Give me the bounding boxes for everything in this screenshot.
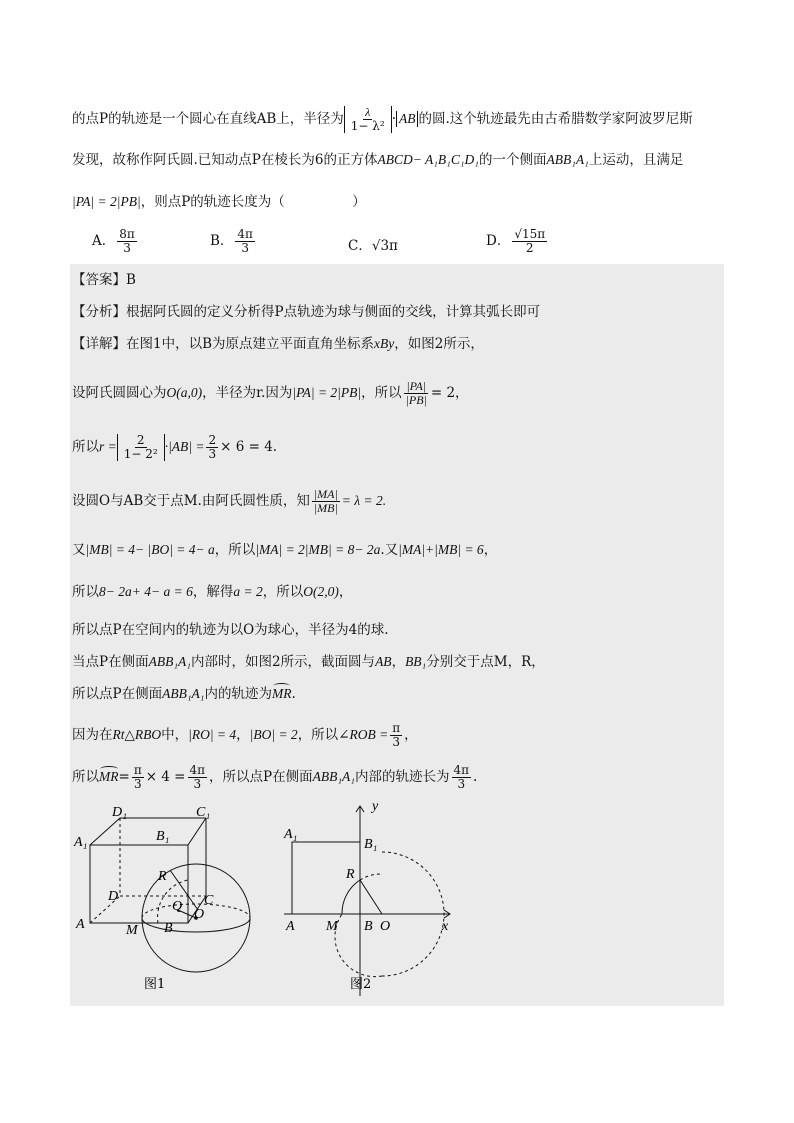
- label-a1: A₁: [284, 827, 298, 842]
- text: 所以点P在侧面: [72, 686, 163, 702]
- numerator: |MA|: [313, 487, 338, 501]
- option-b: [210, 228, 257, 255]
- text: ，半径为r.因为: [202, 385, 293, 401]
- fraction: [349, 106, 387, 133]
- fraction: [122, 434, 160, 461]
- figure-2-caption: 图2: [350, 977, 372, 992]
- label-b1: B₁: [364, 837, 378, 852]
- text: 在图1中，以B为原点建立平面直角坐标系: [126, 336, 375, 352]
- radius-abs: [344, 106, 392, 133]
- detail-line: [72, 334, 484, 354]
- text: 发现，故称作阿氏圆.已知动点P在棱长为6的正方体: [72, 152, 378, 168]
- denominator: |MB|: [313, 501, 338, 515]
- step-4: [72, 540, 497, 560]
- fraction: [188, 764, 208, 791]
- option-label: B．: [210, 233, 234, 249]
- numerator: |PA|: [406, 379, 427, 393]
- fraction: [132, 764, 144, 791]
- math: 8− 2a+ 4− a = 6: [99, 584, 193, 599]
- text: ，则点P的轨迹长度为（ ）: [140, 194, 366, 210]
- text: ，所以: [214, 542, 256, 558]
- label-o: O: [194, 907, 205, 922]
- text: 的圆.这个轨迹最先由古希腊数学家阿波罗尼斯: [418, 111, 693, 127]
- math: ABB₁A₁: [148, 654, 191, 669]
- step-3: [72, 488, 386, 515]
- step-8: [72, 684, 296, 704]
- numerator: 2: [136, 433, 145, 447]
- arc-mark: [273, 683, 291, 689]
- numerator: λ: [365, 105, 371, 119]
- numerator: 4π: [189, 763, 206, 777]
- denominator: 3: [133, 777, 142, 791]
- label-c: C: [204, 893, 214, 908]
- fraction: [404, 380, 429, 407]
- text: = 2，: [430, 385, 469, 401]
- label-b1: B₁: [156, 829, 170, 844]
- text: 所以: [72, 584, 99, 600]
- text: 所以点P在空间内的轨迹为以O为球心，半径为4的球.: [72, 622, 389, 638]
- label-d: D: [108, 889, 119, 904]
- label-m: M: [126, 923, 138, 938]
- fraction: [390, 722, 402, 749]
- text: 所以: [72, 439, 99, 455]
- denominator: 3: [241, 241, 249, 255]
- label-c1: C₁: [196, 805, 211, 820]
- arc-label: MR: [271, 686, 292, 701]
- text: 因为在: [72, 727, 113, 743]
- circle-dashed-top: [360, 874, 382, 880]
- denominator: |PB|: [405, 393, 427, 407]
- math: AB: [375, 654, 392, 669]
- option-value: √3π: [371, 238, 398, 254]
- numerator: π: [392, 721, 401, 735]
- text: ，: [338, 584, 353, 600]
- option-d: [486, 228, 549, 255]
- math: |MA| = 2|MB| = 8− 2a: [255, 542, 381, 557]
- text: ，如图2所示，: [394, 336, 484, 352]
- ab-abs: AB: [396, 111, 419, 127]
- fraction: [512, 228, 547, 255]
- label-d1: D₁: [112, 805, 127, 820]
- denominator: 1− λ²: [350, 119, 385, 133]
- text: 内部时，如图2所示，截面圆与: [190, 654, 376, 670]
- text: 内部的轨迹长为: [355, 769, 450, 785]
- numerator: 4π: [237, 227, 253, 241]
- text: 的点P的轨迹是一个圆心在直线AB上，半径为: [72, 111, 344, 127]
- numerator: 2: [208, 433, 217, 447]
- analysis-tag: 【分析】: [72, 304, 126, 320]
- text: =: [118, 769, 130, 785]
- fraction: [312, 488, 340, 515]
- text: ，解得: [192, 584, 234, 600]
- math: |BO| = 2: [249, 727, 298, 742]
- text: 上运动，且满足: [588, 152, 684, 168]
- label-b: B: [364, 919, 373, 934]
- fraction: [206, 434, 218, 461]
- math: |MB| = 4− |BO| = 4− a: [85, 542, 215, 557]
- answer-tag: 【答案】: [72, 272, 126, 288]
- option-label: D．: [486, 233, 511, 249]
- option-label: A．: [92, 233, 116, 249]
- math: ABB₁A₁: [162, 686, 205, 701]
- face-name: ABB₁A₁: [546, 152, 589, 167]
- label-q: Q: [172, 899, 183, 914]
- denominator: 2: [525, 241, 534, 255]
- label-r: R: [158, 869, 167, 884]
- option-label: C．: [348, 238, 372, 254]
- arc: [272, 686, 292, 701]
- text: 内的轨迹为: [204, 686, 272, 702]
- circle-dashed-bottom: [335, 914, 382, 977]
- label-a1: A₁: [74, 835, 88, 850]
- text: 的一个侧面: [478, 152, 547, 168]
- label-r: R: [346, 867, 355, 882]
- arc-label: MR: [99, 769, 119, 784]
- circle-arc-mr: [342, 880, 360, 914]
- label-a: A: [76, 917, 85, 932]
- step-10: [72, 764, 477, 791]
- text: ，所以点P在侧面: [209, 769, 313, 785]
- math: ∠ROB =: [338, 727, 389, 742]
- text: 当点P在侧面: [72, 654, 149, 670]
- numerator: √15π: [514, 227, 546, 241]
- label-o: O: [380, 919, 391, 934]
- denominator: 3: [392, 735, 400, 749]
- text: ，所以: [262, 584, 304, 600]
- text: .: [473, 769, 478, 785]
- math: O(2,0): [303, 584, 339, 599]
- text: × 6 = 4.: [220, 439, 278, 455]
- math: Rt△RBO: [112, 727, 162, 742]
- question-line-3: [72, 192, 366, 212]
- option-a: [92, 228, 139, 255]
- step-7: [72, 652, 545, 672]
- text: 又: [72, 542, 86, 558]
- cube-name: ABCD− A₁B₁C₁D₁: [377, 152, 479, 167]
- text: 分别交于点M，R，: [426, 654, 545, 670]
- math: |PA| = 2|PB|: [292, 385, 362, 400]
- step-2: [72, 434, 277, 461]
- text: × 4 =: [145, 769, 186, 785]
- label-y: y: [372, 800, 379, 814]
- text: 所以: [72, 769, 99, 785]
- math: BB₁: [405, 654, 427, 669]
- math: O(a,0): [166, 385, 203, 400]
- text: ，: [404, 727, 418, 743]
- step-1: [72, 380, 469, 407]
- text: 设圆O与AB交于点M.由阿氏圆性质，知: [72, 493, 310, 509]
- abs: [117, 434, 165, 461]
- denominator: 1− 2²: [123, 447, 158, 461]
- radius-ro: [360, 880, 382, 914]
- fraction: [452, 764, 472, 791]
- text: 中，: [161, 727, 189, 743]
- denominator: 3: [457, 777, 466, 791]
- text: ，所以: [361, 385, 402, 401]
- denominator: 3: [208, 447, 217, 461]
- figure-1-caption: 图1: [144, 977, 166, 992]
- text: ，: [236, 727, 250, 743]
- figure-1-cube: [70, 800, 270, 1000]
- text: ，: [483, 542, 498, 558]
- fraction: [235, 228, 255, 255]
- denominator: 3: [193, 777, 202, 791]
- edge-a1-d1: [90, 818, 120, 845]
- text: ，: [391, 654, 406, 670]
- coord-system: xBy: [374, 336, 395, 351]
- figure-2-plane: [280, 800, 470, 1000]
- math: = λ = 2.: [341, 493, 387, 508]
- step-9: [72, 722, 418, 749]
- math: ·|AB| =: [164, 439, 205, 454]
- edge-b1-c1: [188, 818, 206, 845]
- math: |MA|+|MB| = 6: [398, 542, 484, 557]
- label-m: M: [326, 919, 338, 934]
- math: r =: [99, 439, 117, 454]
- condition: |PA| = 2|PB|: [72, 194, 141, 209]
- fraction: [117, 228, 137, 255]
- numerator: 8π: [119, 227, 135, 241]
- answer-line: [72, 270, 136, 290]
- text: .又: [380, 542, 399, 558]
- math: ABB₁A₁: [312, 769, 355, 784]
- arc: [99, 769, 119, 784]
- label-x: x: [442, 919, 449, 934]
- math: |RO| = 4: [188, 727, 237, 742]
- question-line-1: 的点P的轨迹是一个圆心在直线AB上，半径为 $\frac{\lambda}{\text{1− λ²}}$ · AB 的圆.这个轨迹最先由古希腊数学家阿波罗尼斯: [72, 105, 693, 133]
- math: a = 2: [233, 584, 263, 599]
- text: .: [291, 686, 296, 702]
- detail-tag: 【详解】: [72, 336, 126, 352]
- analysis-text: 根据阿氏圆的定义分析得P点轨迹为球与侧面的交线，计算其弧长即可: [126, 304, 541, 320]
- option-c: [348, 234, 398, 254]
- answer-value: B: [126, 272, 136, 288]
- denominator: 3: [123, 241, 131, 255]
- text: ，所以: [297, 727, 339, 743]
- analysis-line: [72, 302, 540, 322]
- label-b: B: [164, 921, 173, 936]
- numerator: π: [133, 763, 142, 777]
- arc-mark: [100, 766, 118, 772]
- numerator: 4π: [453, 763, 470, 777]
- label-a: A: [286, 919, 295, 934]
- step-6: [72, 620, 389, 640]
- question-line-2: [72, 150, 683, 170]
- text: 设阿氏圆圆心为: [72, 385, 167, 401]
- step-5: [72, 582, 352, 602]
